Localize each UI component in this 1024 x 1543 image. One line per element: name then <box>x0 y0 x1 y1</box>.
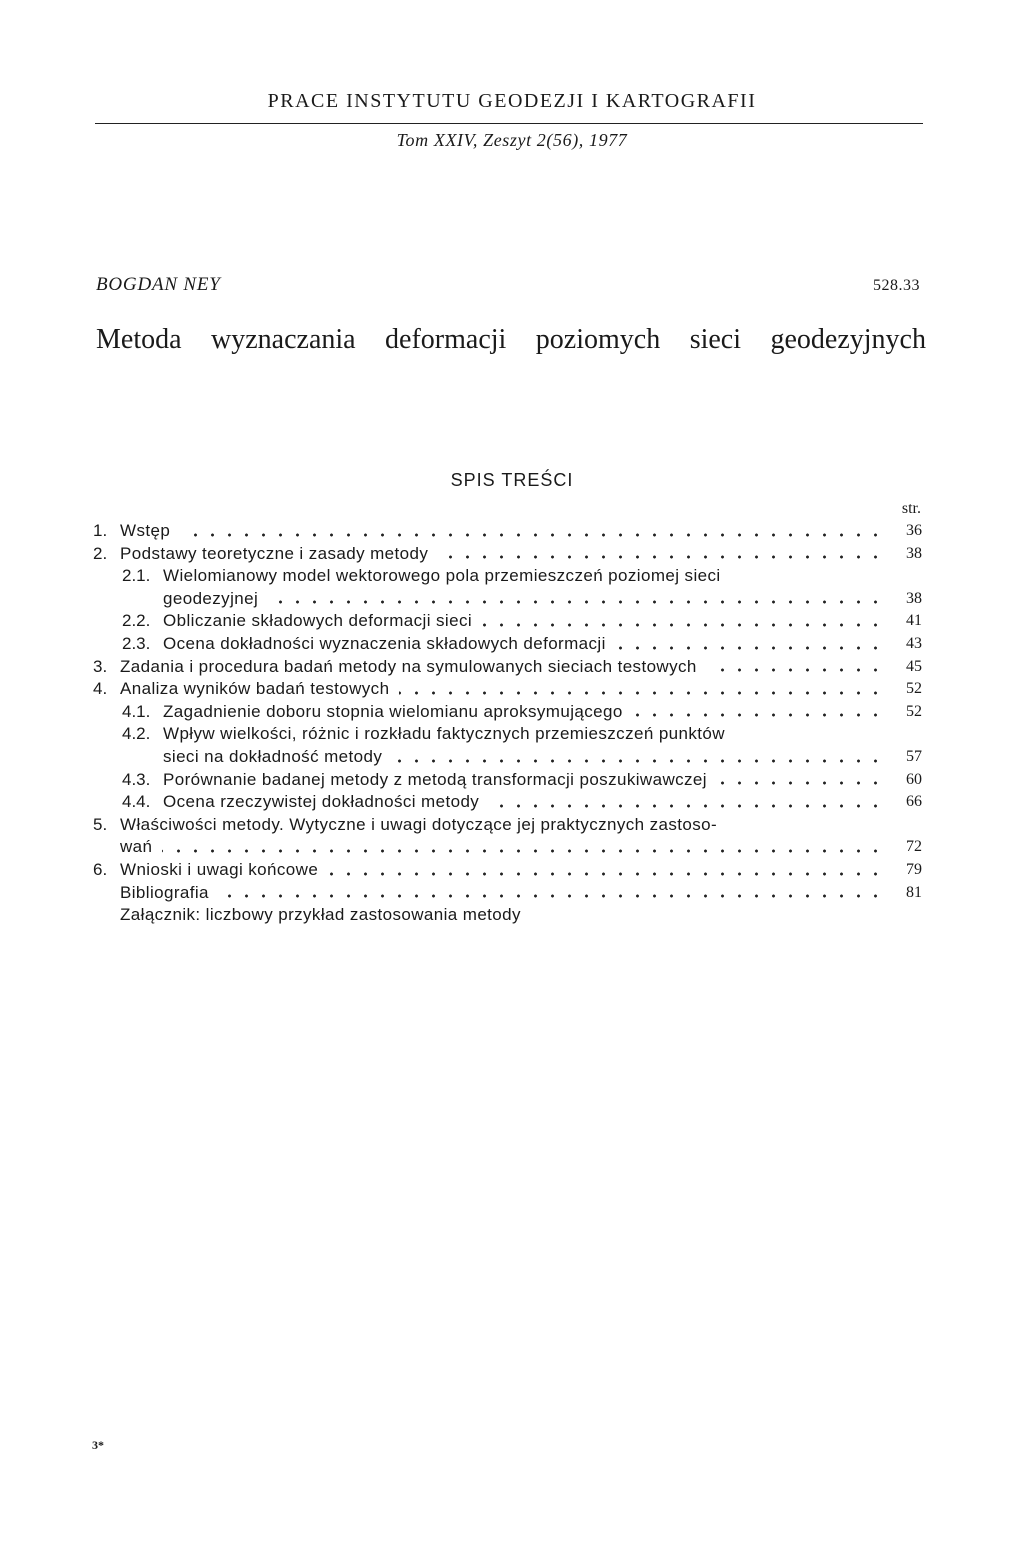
dot-leader <box>438 553 884 561</box>
toc-entry-number: 5. <box>93 814 108 834</box>
toc-entry-page: 81 <box>906 883 922 901</box>
toc-entry-number: 4.2. <box>122 724 151 744</box>
toc-entry-page: 43 <box>906 634 922 652</box>
page-column-label: str. <box>901 500 921 517</box>
toc-entry-title: Wnioski i uwagi końcowe <box>120 860 324 879</box>
signature-mark: 3* <box>92 1438 104 1452</box>
dot-leader <box>392 757 884 765</box>
toc-entry-title: Porównanie badanej metody z metodą transformacji poszukiwawczej <box>163 770 713 789</box>
toc-entry-title: Obliczanie składowych deformacji sieci <box>163 611 478 630</box>
toc-entry-number: 2.3. <box>122 633 151 653</box>
dot-leader <box>328 870 884 878</box>
author-name: BOGDAN NEY <box>96 274 221 295</box>
toc-entry-page: 38 <box>906 589 922 607</box>
dot-leader <box>219 892 884 900</box>
toc-entry-continuation <box>93 836 924 859</box>
dot-leader <box>399 689 884 697</box>
dot-leader <box>162 847 884 855</box>
toc-entry <box>93 610 924 633</box>
toc-entry <box>93 859 924 882</box>
toc-entry <box>93 565 924 588</box>
volume-info: Tom XXIV, Zeszyt 2(56), 1977 <box>396 130 628 150</box>
toc-entry-continuation <box>93 746 924 769</box>
toc-entry <box>93 769 924 792</box>
toc-entry-title: Załącznik: liczbowy przykład zastosowania metody <box>120 905 527 924</box>
toc-entry-page: 79 <box>906 860 922 878</box>
toc-entry-page: 57 <box>906 747 922 765</box>
toc-entry-number: 2.2. <box>122 611 151 631</box>
toc-entry-title: Ocena rzeczywistej dokładności metody <box>163 792 485 811</box>
toc-entry-title: sieci na dokładność metody <box>163 747 388 766</box>
toc-entry-title: Bibliografia <box>120 883 215 902</box>
toc-entry-number: 3. <box>93 656 108 676</box>
header-rule <box>95 123 923 124</box>
journal-name: PRACE INSTYTUTU GEODEZJI I KARTOGRAFII <box>267 90 757 112</box>
toc-entry-page: 60 <box>906 770 922 788</box>
toc-entry-title: Podstawy teoretyczne i zasady metody <box>120 544 434 563</box>
table-of-contents <box>93 520 924 927</box>
toc-entry-title: Wielomianowy model wektorowego pola przemieszczeń poziomej sieci <box>163 566 727 585</box>
toc-entry-page: 72 <box>906 838 922 856</box>
toc-entry <box>93 520 924 543</box>
toc-entry-number: 4.1. <box>122 701 151 721</box>
toc-entry-title: Zadania i procedura badań metody na symulowanych sieciach testowych <box>120 657 703 676</box>
toc-entry-page: 36 <box>906 522 922 539</box>
toc-entry-title: Analiza wyników badań testowych <box>120 679 395 698</box>
toc-entry <box>93 633 924 656</box>
toc-entry-title: Ocena dokładności wyznaczenia składowych deformacji <box>163 634 612 653</box>
toc-entry-title: geodezyjnej <box>163 589 264 608</box>
toc-entry-title: Zagadnienie doboru stopnia wielomianu aproksymującego <box>163 702 629 721</box>
toc-entry-number: 4.4. <box>122 792 151 812</box>
udc-code: 528.33 <box>873 277 920 294</box>
dot-leader <box>717 779 884 787</box>
toc-entry-number: 2.1. <box>122 566 151 586</box>
toc-entry-page: 41 <box>906 612 922 630</box>
toc-entry-number: 1. <box>93 521 108 540</box>
toc-entry <box>93 723 924 746</box>
toc-entry-title: wań <box>120 837 158 856</box>
toc-entry-page: 66 <box>906 793 922 811</box>
toc-entry-page: 52 <box>906 680 922 698</box>
toc-entry <box>93 543 924 566</box>
toc-heading: SPIS TREŚCI <box>450 470 574 490</box>
toc-entry-page: 45 <box>906 657 922 675</box>
dot-leader <box>268 598 884 606</box>
dot-leader <box>180 531 884 539</box>
toc-entry <box>93 814 924 837</box>
dot-leader <box>633 711 884 719</box>
dot-leader <box>482 621 884 629</box>
toc-entry <box>93 904 924 927</box>
toc-entry-continuation <box>93 588 924 611</box>
dot-leader <box>616 644 884 652</box>
toc-entry-title: Właściwości metody. Wytyczne i uwagi dotyczące jej praktycznych zastoso- <box>120 815 723 834</box>
toc-entry <box>93 882 924 905</box>
toc-entry <box>93 656 924 679</box>
dot-leader <box>707 666 884 674</box>
toc-entry-title: Wpływ wielkości, różnic i rozkładu faktycznych przemieszczeń punktów <box>163 724 731 743</box>
toc-entry <box>93 701 924 724</box>
toc-entry-page: 38 <box>906 544 922 562</box>
toc-entry-title: Wstęp <box>120 521 176 540</box>
toc-entry-number: 4. <box>93 679 108 699</box>
toc-entry <box>93 678 924 701</box>
dot-leader <box>489 802 884 810</box>
toc-entry-page: 52 <box>906 702 922 720</box>
toc-entry <box>93 791 924 814</box>
toc-entry-number: 4.3. <box>122 769 151 789</box>
toc-entry-number: 2. <box>93 543 108 563</box>
toc-entry-number: 6. <box>93 859 108 879</box>
article-title: Metoda wyznaczania deformacji poziomych sieci geodezyjnych <box>96 324 926 355</box>
